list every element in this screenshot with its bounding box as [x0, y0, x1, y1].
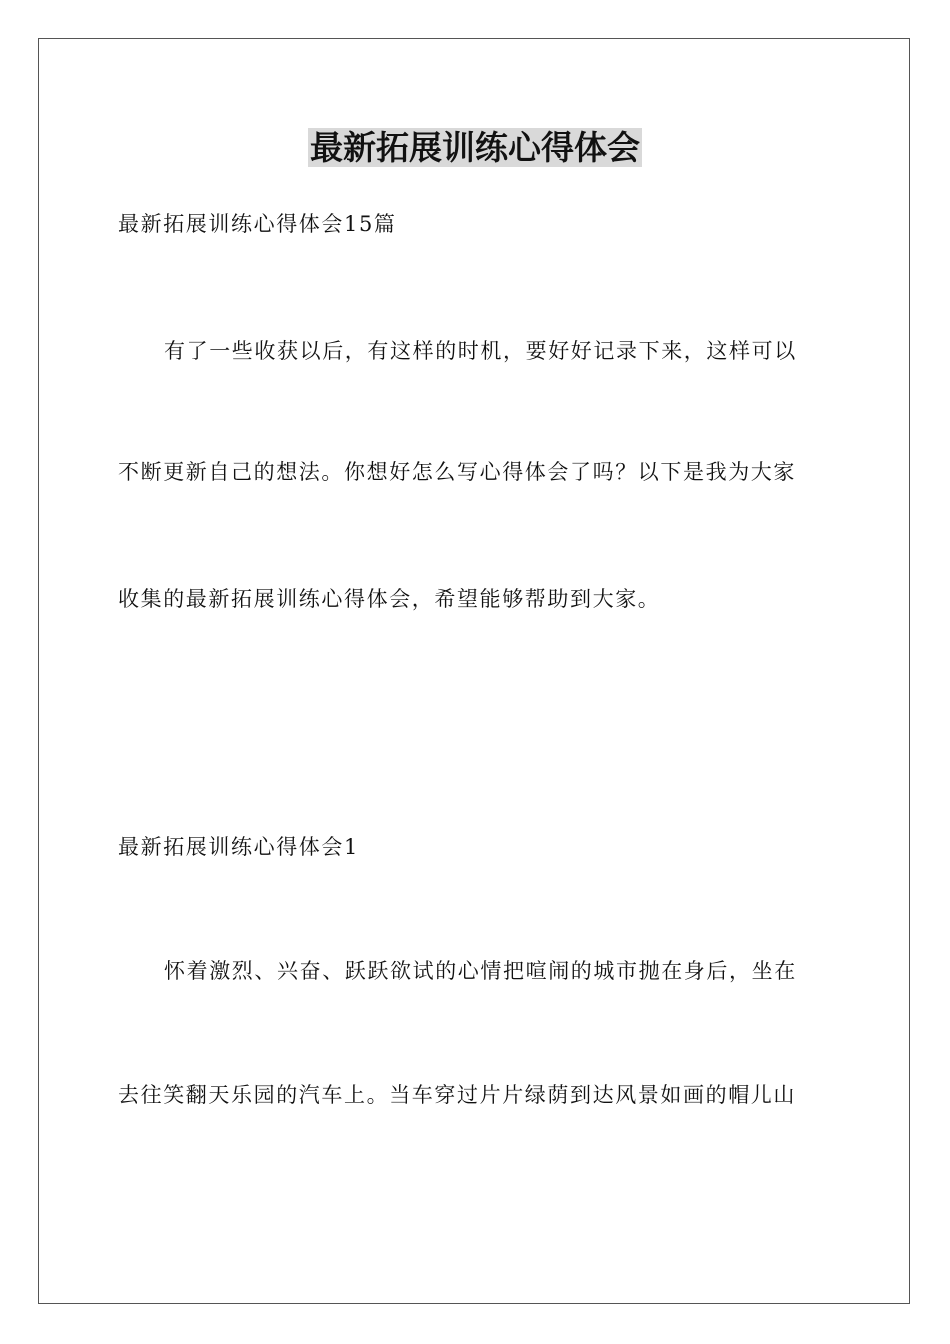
section-heading: 最新拓展训练心得体会1 [118, 835, 359, 859]
body-line-1: 怀着激烈、兴奋、跃跃欲试的心情把喧闹的城市抛在身后，坐在 [164, 959, 797, 983]
intro-line-3: 收集的最新拓展训练心得体会，希望能够帮助到大家。 [118, 587, 661, 611]
document-title-container [0, 126, 950, 170]
body-line-2: 去往笑翻天乐园的汽车上。当车穿过片片绿荫到达风景如画的帽儿山 [118, 1083, 796, 1107]
document-subtitle: 最新拓展训练心得体会15篇 [118, 212, 397, 236]
document-title: 最新拓展训练心得体会 [310, 128, 640, 167]
intro-line-2: 不断更新自己的想法。你想好怎么写心得体会了吗？以下是我为大家 [118, 460, 796, 484]
intro-line-1: 有了一些收获以后，有这样的时机，要好好记录下来，这样可以 [164, 339, 797, 363]
